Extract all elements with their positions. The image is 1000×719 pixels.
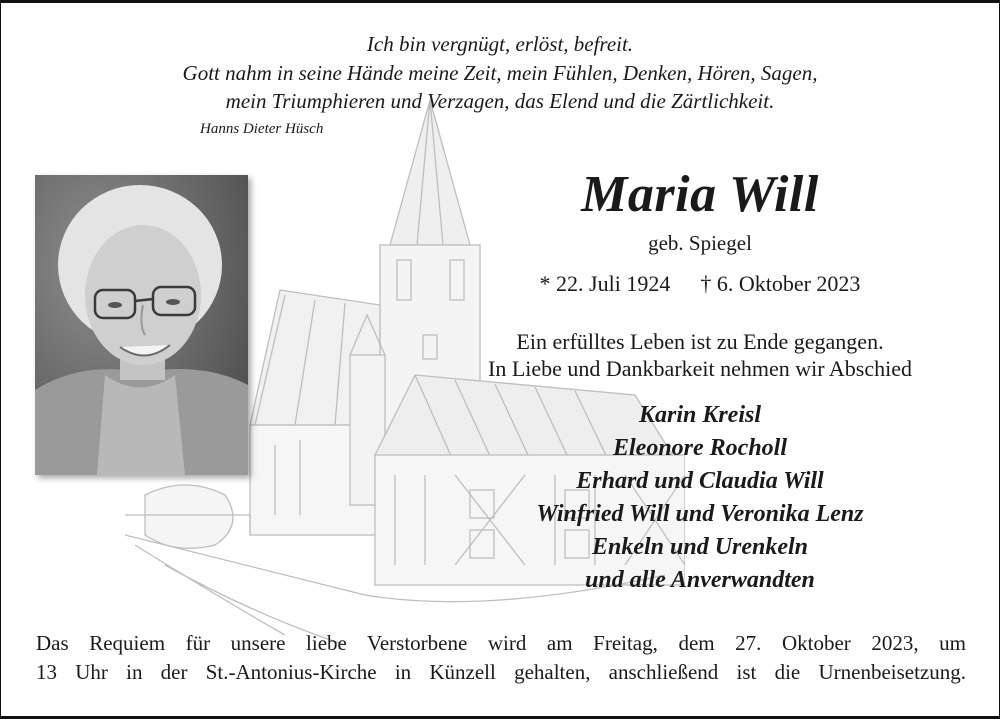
birth-date: * 22. Juli 1924 [539,271,671,296]
mourner: Winfried Will und Veronika Lenz [536,501,864,527]
mourners-list [440,399,960,597]
portrait-icon [35,175,248,475]
message-line: Ein erfülltes Leben ist zu Ende gegangen. [516,329,884,354]
requiem-line: Das Requiem für unsere liebe Verstorbene wird am Freitag, dem 27. Oktober 2023, um [36,631,966,655]
mourner: Erhard und Claudia Will [576,468,824,494]
mourner: Enkeln und Urenkeln [591,534,809,560]
farewell-message [440,328,960,382]
mourner: Eleonore Rocholl [612,435,787,461]
portrait-photo [35,175,248,475]
poem-quote [100,30,900,116]
life-dates [480,271,920,297]
quote-line: mein Triumphieren und Verzagen, das Elend und die Zärtlichkeit. [225,89,775,113]
deceased-name: Maria Will [581,166,819,223]
mourner: und alle Anverwandten [585,567,815,593]
quote-line: Gott nahm in seine Hände meine Zeit, mein Fühlen, Denken, Hören, Sagen, [182,60,818,85]
quote-line: Ich bin vergnügt, erlöst, befreit. [366,32,634,56]
mourner: Karin Kreisl [638,402,762,428]
born-name: geb. Spiegel [648,231,752,255]
death-date: † 6. Oktober 2023 [700,271,861,296]
requiem-notice [36,629,966,687]
requiem-line: 13 Uhr in der St.-Antonius-Kirche in Künzell gehalten, anschließend ist die Urnenbeisetzung. [36,660,966,684]
message-line: In Liebe und Dankbarkeit nehmen wir Abschied [488,356,912,381]
quote-author: Hanns Dieter Hüsch [200,121,324,137]
